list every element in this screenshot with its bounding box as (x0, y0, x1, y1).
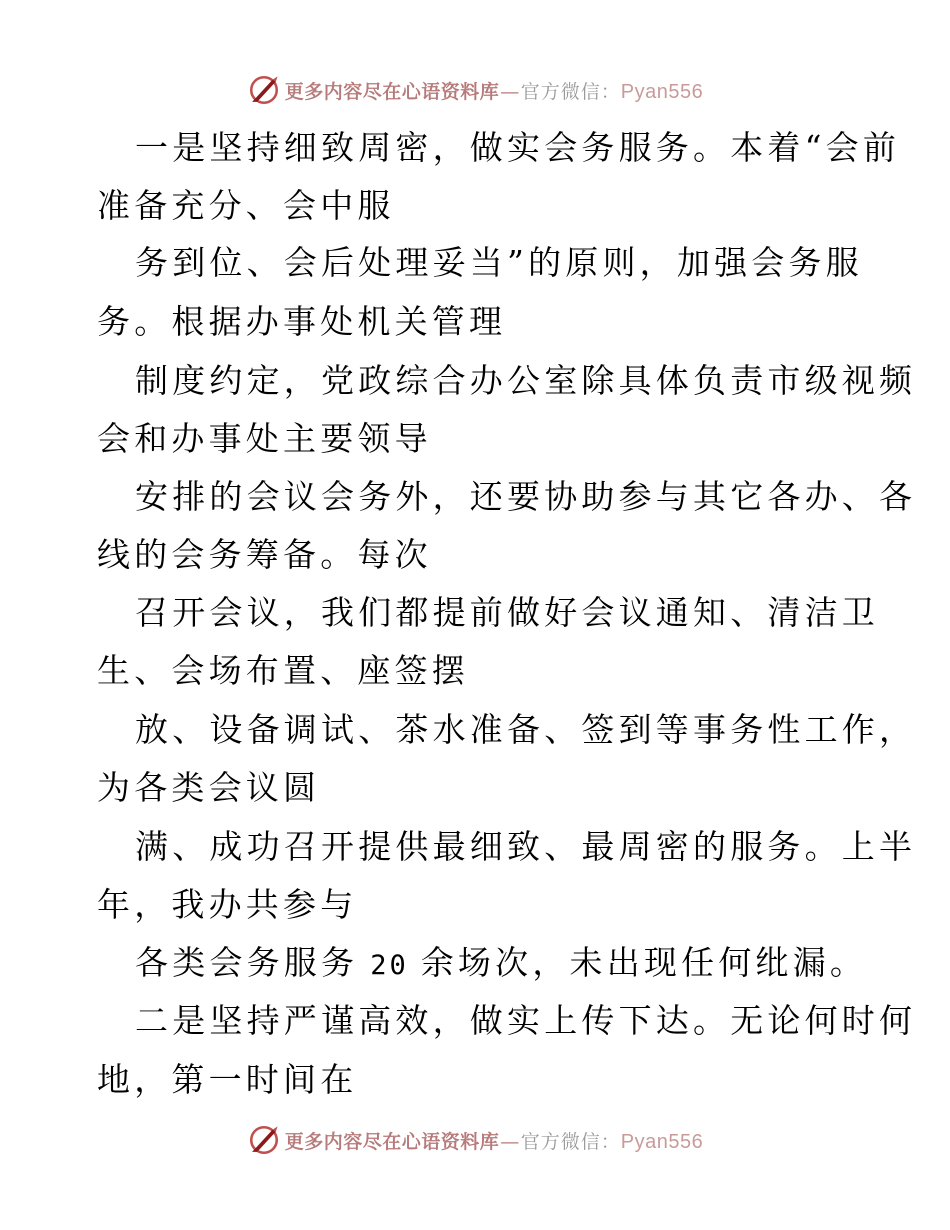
body-line: 制度约定，党政综合办公室除具体负责市级视频 (135, 361, 917, 400)
body-line: 二是坚持严谨高效，做实上传下达。无论何时何 (135, 1001, 917, 1040)
body-line: 放、设备调试、茶水准备、签到等事务性工作， (135, 710, 917, 749)
quill-pen-circle-icon (247, 73, 281, 107)
body-line: 生、会场布置、座签摆 (97, 651, 469, 690)
body-line: 年，我办共参与 (97, 885, 358, 924)
banner-wechat-label: 官方微信： (520, 80, 621, 103)
body-line: 务。根据办事处机关管理 (97, 302, 507, 341)
banner-wechat-label: 官方微信： (520, 1130, 621, 1153)
body-line: 准备充分、会中服 (97, 186, 395, 225)
banner-wechat-handle: Pyan556 (620, 80, 704, 103)
body-text-segment: 各类会务服务 (135, 943, 359, 982)
quill-pen-circle-icon (247, 1123, 281, 1157)
body-line: 地，第一时间在 (97, 1060, 358, 1099)
body-line: 满、成功召开提供最细致、最周密的服务。上半 (135, 827, 917, 866)
body-line: 会和办事处主要领导 (97, 419, 432, 458)
footer-banner (0, 1120, 950, 1160)
body-line: 务到位、会后处理妥当”的原则，加强会务服 (135, 243, 863, 282)
body-line: 为各类会议圆 (97, 768, 321, 807)
body-line (135, 943, 867, 986)
header-banner (0, 70, 950, 110)
banner-dash: — (500, 80, 520, 103)
body-line: 线的会务筹备。每次 (97, 535, 432, 574)
body-line: 召开会议，我们都提前做好会议通知、清洁卫 (135, 593, 879, 632)
body-text-segment: 余场次，未出现任何纰漏。 (420, 943, 868, 982)
body-number: 20 (370, 950, 409, 981)
banner-dash: — (500, 1130, 520, 1153)
banner-slogan: 更多内容尽在心语资料库 (284, 1130, 500, 1153)
body-line: 安排的会议会务外，还要协助参与其它各办、各 (135, 477, 917, 516)
banner-wechat-handle: Pyan556 (620, 1130, 704, 1153)
banner-slogan: 更多内容尽在心语资料库 (284, 80, 500, 103)
body-line: 一是坚持细致周密，做实会务服务。本着“会前 (135, 128, 901, 167)
